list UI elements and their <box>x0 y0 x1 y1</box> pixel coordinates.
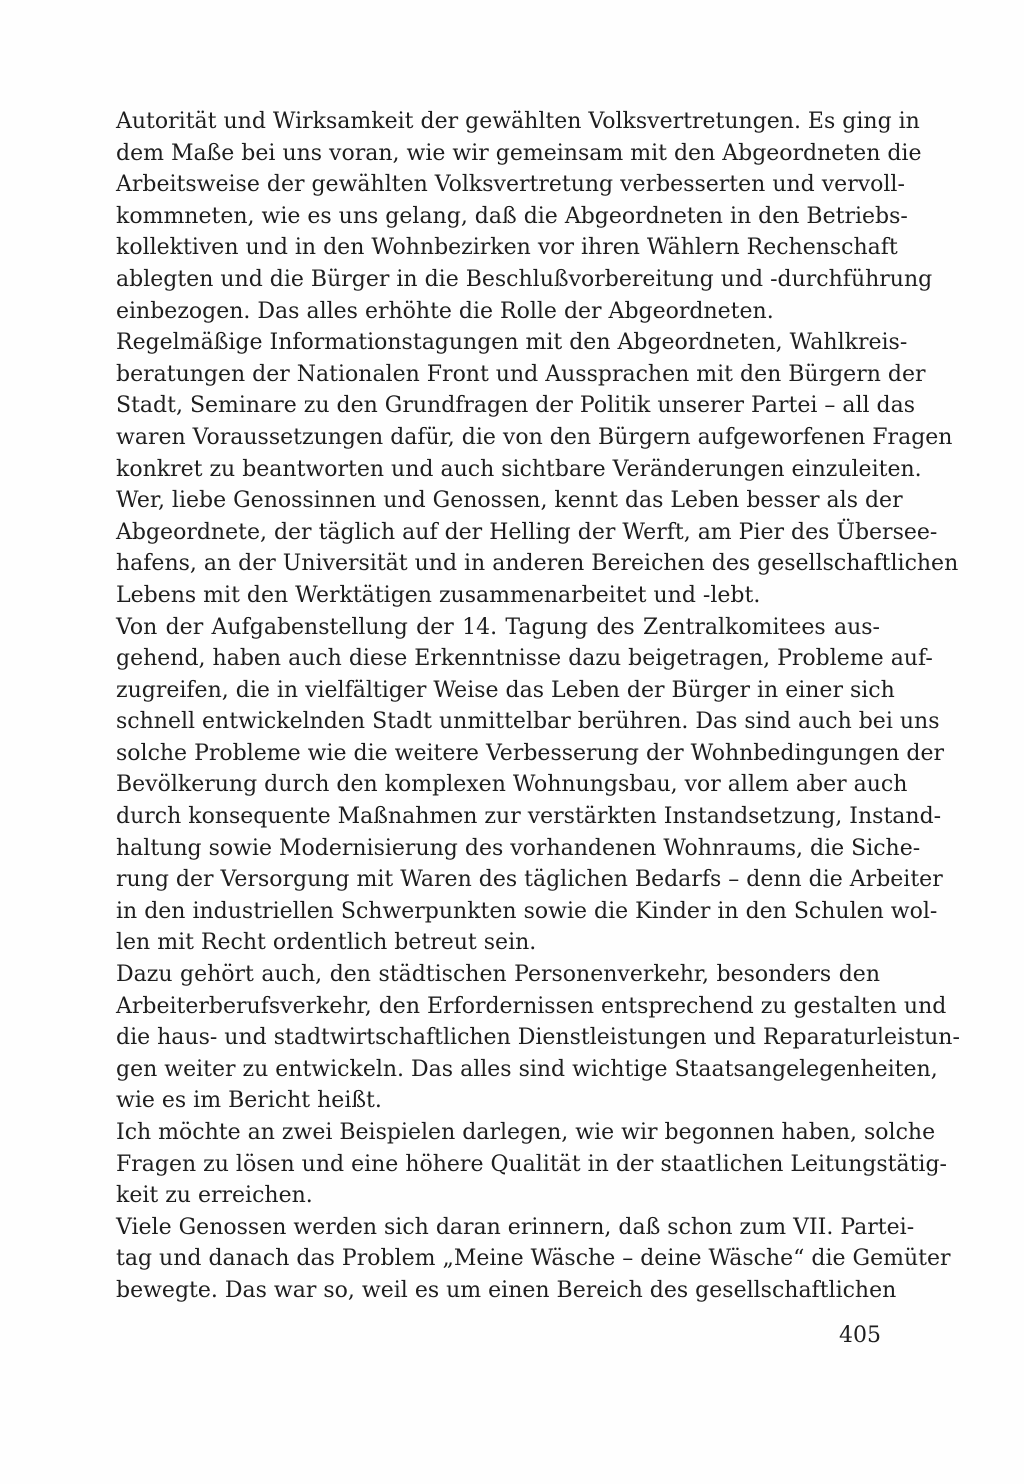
body-text <box>116 106 960 1307</box>
text-line: Wer, liebe Genossinnen und Genossen, kennt das Leben besser als der <box>116 488 903 514</box>
text-line: dem Maße bei uns voran, wie wir gemeinsam mit den Abgeordneten die <box>116 140 922 166</box>
text-line: hafens, an der Universität und in anderen Bereichen des gesellschaftlichen <box>116 551 959 577</box>
paragraph <box>116 1212 951 1307</box>
paragraph <box>116 106 933 327</box>
text-line: Von der Aufgabenstellung der 14. Tagung des Zentralkomitees aus- <box>116 614 880 640</box>
text-line: Dazu gehört auch, den städtischen Personenverkehr, besonders den <box>116 962 880 988</box>
text-line: Abgeordnete, der täglich auf der Helling der Werft, am Pier des Übersee- <box>116 519 938 545</box>
text-line: schnell entwickelnden Stadt unmittelbar berühren. Das sind auch bei uns <box>116 709 940 735</box>
text-line: Autorität und Wirksamkeit der gewählten Volksvertretungen. Es ging in <box>116 109 920 134</box>
text-line: solche Probleme wie die weitere Verbesserung der Wohnbedingungen der <box>116 740 944 766</box>
text-line: Arbeitsweise der gewählten Volksvertretung verbesserten und vervoll- <box>116 172 905 198</box>
text-line: Ich möchte an zwei Beispielen darlegen, wie wir begonnen haben, solche <box>116 1120 936 1145</box>
text-line: zugreifen, die in vielfältiger Weise das Leben der Bürger in einer sich <box>116 677 895 703</box>
text-line: beratungen der Nationalen Front und Aussprachen mit den Bürgern der <box>116 361 926 387</box>
text-line: tag und danach das Problem „Meine Wäsche – deine Wäsche“ die Gemüter <box>116 1246 951 1272</box>
text-line: kommneten, wie es uns gelang, daß die Abgeordneten in den Betriebs- <box>116 203 908 229</box>
text-line: Fragen zu lösen und eine höhere Qualität in der staatlichen Leitungstätig- <box>116 1151 947 1177</box>
text-line: rung der Versorgung mit Waren des täglichen Bedarfs – denn die Arbeiter <box>116 867 943 893</box>
text-line: einbezogen. Das alles erhöhte die Rolle der Abgeordneten. <box>116 298 774 324</box>
paragraph <box>116 612 944 960</box>
text-line: Bevölkerung durch den komplexen Wohnungsbau, vor allem aber auch <box>116 772 908 798</box>
text-line: Regelmäßige Informationstagungen mit den Abgeordneten, Wahlkreis- <box>116 330 908 356</box>
text-line: waren Voraussetzungen dafür, die von den Bürgern aufgeworfenen Fragen <box>116 424 953 450</box>
text-line: Stadt, Seminare zu den Grundfragen der Politik unserer Partei – all das <box>116 393 916 419</box>
text-line: konkret zu beantworten und auch sichtbare Veränderungen einzuleiten. <box>116 456 922 482</box>
text-line: gen weiter zu entwickeln. Das alles sind wichtige Staatsangelegenheiten, <box>116 1056 938 1082</box>
text-line: durch konsequente Maßnahmen zur verstärkten Instandsetzung, Instand- <box>116 804 942 830</box>
text-line: die haus- und stadtwirtschaftlichen Dienstleistungen und Reparaturleistun- <box>116 1025 960 1051</box>
text-line: wie es im Bericht heißt. <box>116 1088 382 1114</box>
text-line: gehend, haben auch diese Erkenntnisse dazu beigetragen, Probleme auf- <box>116 646 933 672</box>
text-line: Lebens mit den Werktätigen zusammenarbeitet und -lebt. <box>116 582 761 608</box>
text-line: haltung sowie Modernisierung des vorhandenen Wohnraums, die Siche- <box>116 835 921 861</box>
text-line: ablegten und die Bürger in die Beschlußvorbereitung und -durchführung <box>116 266 933 292</box>
page-number: 405 <box>839 1323 881 1348</box>
text-line: bewegte. Das war so, weil es um einen Bereich des gesellschaftlichen <box>116 1277 897 1303</box>
paragraph <box>116 959 960 1117</box>
paragraph <box>116 327 959 611</box>
paragraph <box>116 1117 947 1212</box>
text-line: Viele Genossen werden sich daran erinnern, daß schon zum VII. Partei- <box>116 1214 915 1240</box>
text-line: Arbeiterberufsverkehr, den Erfordernissen entsprechend zu gestalten und <box>116 993 947 1019</box>
text-line: keit zu erreichen. <box>116 1183 313 1209</box>
text-line: kollektiven und in den Wohnbezirken vor ihren Wählern Rechenschaft <box>116 235 898 261</box>
text-line: in den industriellen Schwerpunkten sowie die Kinder in den Schulen wol- <box>116 898 938 924</box>
text-line: len mit Recht ordentlich betreut sein. <box>116 930 537 956</box>
